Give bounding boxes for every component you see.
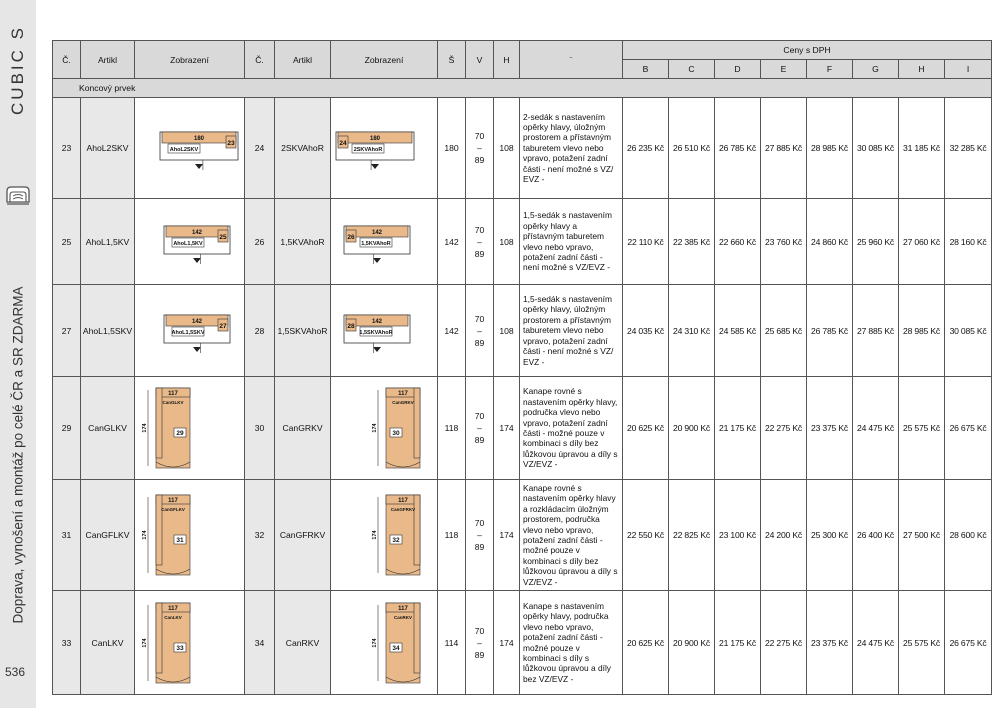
height-v_top: 70 bbox=[474, 313, 485, 324]
table-row bbox=[53, 377, 992, 480]
item-number-left: 23 bbox=[53, 98, 81, 199]
depth-value: 108 bbox=[494, 98, 520, 199]
height-v_top: 70 bbox=[474, 131, 485, 141]
price-cell: 32 285 Kč bbox=[945, 98, 992, 199]
price-cell: 26 785 Kč bbox=[715, 98, 761, 199]
diagram-item-number: 30 bbox=[392, 430, 400, 437]
height-v_bot: 89 bbox=[474, 542, 485, 553]
table-row bbox=[53, 480, 992, 591]
price-cell: 20 625 Kč bbox=[623, 591, 669, 695]
price-cell: 28 600 Kč bbox=[945, 480, 992, 591]
price-cell: 25 575 Kč bbox=[899, 591, 945, 695]
diagram-right bbox=[331, 199, 438, 285]
table-body bbox=[53, 98, 992, 695]
diagram-article-label: 1,5KVAhoR bbox=[361, 240, 391, 247]
height-v_dash: – bbox=[477, 236, 482, 247]
price-cell: 24 035 Kč bbox=[623, 285, 669, 377]
page-number: 536 bbox=[5, 665, 26, 679]
sofa-module-diagram bbox=[140, 212, 240, 272]
price-cell: 25 575 Kč bbox=[899, 377, 945, 480]
article-code-left: CanGLKV bbox=[81, 377, 135, 480]
sofa-module-diagram bbox=[334, 118, 434, 178]
col-header-v: V bbox=[466, 41, 494, 79]
diagram-item-number: 26 bbox=[347, 233, 355, 241]
diagram-item-number: 31 bbox=[175, 537, 184, 545]
price-group-f: F bbox=[807, 60, 853, 79]
price-cell: 23 100 Kč bbox=[715, 480, 761, 591]
item-number-right: 34 bbox=[245, 591, 275, 695]
item-number-left: 25 bbox=[53, 199, 81, 285]
price-cell: 24 310 Kč bbox=[669, 285, 715, 377]
description: Kanape s nastavením opěrky hlavy, područka vlevo nebo vpravo, potažení zadní části - možné pouze v kombinaci s díly s lůžkovou úpravou a díly bez VZ/EVZ - bbox=[520, 591, 623, 695]
height-v_dash: – bbox=[477, 143, 482, 153]
price-cell: 24 475 Kč bbox=[853, 591, 899, 695]
height-value bbox=[466, 199, 494, 285]
price-cell: 23 375 Kč bbox=[807, 377, 853, 480]
price-cell: 27 885 Kč bbox=[853, 285, 899, 377]
diagram-item-number: 28 bbox=[347, 322, 355, 330]
item-number-left: 27 bbox=[53, 285, 81, 377]
diagram-left bbox=[135, 480, 245, 591]
sidebar bbox=[0, 0, 36, 708]
diagram-depth-label: 174 bbox=[141, 530, 148, 540]
price-cell: 24 475 Kč bbox=[853, 377, 899, 480]
sofa-module-diagram bbox=[140, 301, 240, 361]
price-cell: 24 200 Kč bbox=[761, 480, 807, 591]
brand-label bbox=[0, 0, 36, 140]
price-cell: 23 375 Kč bbox=[807, 591, 853, 695]
price-group-b: B bbox=[623, 60, 669, 79]
price-cell: 22 660 Kč bbox=[715, 199, 761, 285]
diagram-article-label: 2SKVAhoR bbox=[353, 147, 383, 153]
diagram-depth-label: 174 bbox=[372, 530, 378, 540]
diagram-width-label: 117 bbox=[398, 605, 408, 612]
diagram-left bbox=[135, 377, 245, 480]
price-cell: 22 110 Kč bbox=[623, 199, 669, 285]
item-number-right: 24 bbox=[245, 98, 275, 199]
price-cell: 30 085 Kč bbox=[853, 98, 899, 199]
article-code-left: AhoL1,5KV bbox=[81, 199, 135, 285]
price-cell: 24 585 Kč bbox=[715, 285, 761, 377]
diagram-width-label: 180 bbox=[369, 136, 381, 142]
diagram-width-label: 117 bbox=[398, 498, 408, 505]
price-cell: 30 085 Kč bbox=[945, 285, 992, 377]
price-group-i: I bbox=[945, 60, 992, 79]
diagram-width-label: 117 bbox=[398, 391, 408, 397]
price-cell: 26 400 Kč bbox=[853, 480, 899, 591]
price-group-e: E bbox=[761, 60, 807, 79]
diagram-article-label: 1,5SKVAhoR bbox=[359, 329, 393, 336]
diagram-width-label: 142 bbox=[371, 229, 383, 236]
height-value bbox=[466, 591, 494, 695]
table-row bbox=[53, 285, 992, 377]
description: Kanape rovné s nastavením opěrky hlavy a rozkládacím úložným prostorem, područka vlevo nebo vpravo, potažení zadní části - možné pouze v kombinaci s díly bez lůžkovou úpravou a díly s VZ/EVZ - bbox=[520, 480, 623, 591]
price-cell: 23 760 Kč bbox=[761, 199, 807, 285]
diagram-right bbox=[331, 591, 438, 695]
article-code-right: 1,5SKVAhoR bbox=[275, 285, 331, 377]
price-cell: 26 235 Kč bbox=[623, 98, 669, 199]
diagram-depth-label: 174 bbox=[372, 423, 378, 433]
item-number-right: 30 bbox=[245, 377, 275, 480]
price-cell: 27 060 Kč bbox=[899, 199, 945, 285]
sofa-module-diagram bbox=[140, 489, 240, 581]
diagram-width-label: 142 bbox=[191, 229, 202, 236]
price-cell: 25 960 Kč bbox=[853, 199, 899, 285]
sofa-logo-icon bbox=[4, 182, 32, 210]
price-cell: 20 625 Kč bbox=[623, 377, 669, 480]
depth-value: 174 bbox=[494, 377, 520, 480]
table-row bbox=[53, 591, 992, 695]
diagram-article-label: CanGRKV bbox=[392, 400, 414, 405]
price-cell: 21 175 Kč bbox=[715, 591, 761, 695]
height-value bbox=[466, 377, 494, 480]
price-group-g: G bbox=[853, 60, 899, 79]
sofa-module-diagram bbox=[334, 489, 434, 581]
price-cell: 26 675 Kč bbox=[945, 377, 992, 480]
item-number-left: 33 bbox=[53, 591, 81, 695]
diagram-item-number: 24 bbox=[339, 140, 347, 147]
price-cell: 22 550 Kč bbox=[623, 480, 669, 591]
diagram-right bbox=[331, 285, 438, 377]
diagram-left bbox=[135, 285, 245, 377]
delivery-note bbox=[0, 260, 36, 650]
item-number-left: 31 bbox=[53, 480, 81, 591]
table-row bbox=[53, 199, 992, 285]
description: 1,5-sedák s nastavením opěrky hlavy a přístavným taburetem vlevo nebo vpravo, potažení zadní části - není možné s VZ/EVZ - bbox=[520, 199, 623, 285]
price-cell: 22 385 Kč bbox=[669, 199, 715, 285]
article-code-left: AhoL2SKV bbox=[81, 98, 135, 199]
diagram-depth-label: 174 bbox=[141, 637, 148, 648]
height-v_bot: 89 bbox=[474, 337, 485, 348]
col-header-zobrazeni2: Zobrazení bbox=[331, 41, 438, 79]
price-cell: 28 160 Kč bbox=[945, 199, 992, 285]
col-header-prices: Ceny s DPH bbox=[623, 41, 992, 60]
col-header-h: H bbox=[494, 41, 520, 79]
height-v_bot: 89 bbox=[474, 649, 485, 660]
article-code-right: 2SKVAhoR bbox=[275, 98, 331, 199]
height-v_bot: 89 bbox=[474, 435, 485, 445]
price-cell: 26 675 Kč bbox=[945, 591, 992, 695]
price-cell: 22 275 Kč bbox=[761, 377, 807, 480]
diagram-item-number: 32 bbox=[392, 537, 400, 545]
item-number-right: 28 bbox=[245, 285, 275, 377]
item-number-left: 29 bbox=[53, 377, 81, 480]
price-cell: 20 900 Kč bbox=[669, 591, 715, 695]
height-v_top: 70 bbox=[474, 625, 485, 636]
diagram-left bbox=[135, 199, 245, 285]
height-value bbox=[466, 480, 494, 591]
diagram-width-label: 142 bbox=[191, 318, 202, 325]
width-value: 142 bbox=[438, 199, 466, 285]
price-cell: 20 900 Kč bbox=[669, 377, 715, 480]
height-value bbox=[466, 98, 494, 199]
diagram-article-label: CanGFRKV bbox=[390, 507, 416, 513]
sofa-module-diagram bbox=[334, 301, 434, 361]
col-header-artikl1: Artikl bbox=[81, 41, 135, 79]
height-v_top: 70 bbox=[474, 518, 485, 529]
diagram-item-number: 29 bbox=[175, 430, 184, 437]
article-code-right: CanGFRKV bbox=[275, 480, 331, 591]
diagram-item-number: 33 bbox=[175, 644, 184, 652]
table-row bbox=[53, 98, 992, 199]
height-v_dash: – bbox=[477, 530, 482, 541]
height-v_bot: 89 bbox=[474, 248, 485, 259]
diagram-item-number: 27 bbox=[218, 322, 227, 330]
diagram-article-label: AhoL1,5SKV bbox=[170, 329, 205, 336]
delivery-note-text: Doprava, vynošení a montáž po celé ČR a SR ZDARMA bbox=[10, 286, 26, 624]
article-code-left: CanLKV bbox=[81, 591, 135, 695]
article-code-left: CanGFLKV bbox=[81, 480, 135, 591]
subheader-end-element: Koncový prvek bbox=[53, 79, 992, 98]
sofa-module-diagram bbox=[140, 118, 240, 178]
depth-value: 174 bbox=[494, 480, 520, 591]
price-cell: 22 275 Kč bbox=[761, 591, 807, 695]
price-cell: 24 860 Kč bbox=[807, 199, 853, 285]
price-cell: 21 175 Kč bbox=[715, 377, 761, 480]
description: Kanape rovné s nastavením opěrky hlavy, područka vlevo nebo vpravo, potažení zadní části - možné pouze v kombinaci s díly bez lůžkovou úpravou a díly s VZ/EVZ - bbox=[520, 377, 623, 480]
height-v_top: 70 bbox=[474, 224, 485, 235]
diagram-item-number: 23 bbox=[226, 140, 235, 147]
depth-value: 108 bbox=[494, 199, 520, 285]
description: 1,5-sedák s nastavením opěrky hlavy, úložným prostorem a přístavným taburetem vlevo nebo vpravo, potažení zadní části - není možné s VZ/ EVZ - bbox=[520, 285, 623, 377]
width-value: 142 bbox=[438, 285, 466, 377]
price-cell: 25 300 Kč bbox=[807, 480, 853, 591]
price-group-h: H bbox=[899, 60, 945, 79]
price-cell: 26 510 Kč bbox=[669, 98, 715, 199]
col-header-s: Š bbox=[438, 41, 466, 79]
width-value: 180 bbox=[438, 98, 466, 199]
price-cell: 27 500 Kč bbox=[899, 480, 945, 591]
sofa-module-diagram bbox=[140, 597, 240, 689]
sofa-module-diagram bbox=[334, 382, 434, 474]
brand-text: CUBIC S bbox=[8, 25, 27, 115]
item-number-right: 26 bbox=[245, 199, 275, 285]
diagram-article-label: AhoL1,5KV bbox=[172, 240, 203, 247]
col-header-c1: Č. bbox=[53, 41, 81, 79]
description: 2-sedák s nastavením opěrky hlavy, úložným prostorem a přístavným taburetem vlevo nebo vpravo, potažení zadní části - není možné s VZ/ EVZ - bbox=[520, 98, 623, 199]
price-cell: 26 785 Kč bbox=[807, 285, 853, 377]
diagram-width-label: 142 bbox=[371, 318, 383, 325]
width-value: 118 bbox=[438, 480, 466, 591]
price-cell: 25 685 Kč bbox=[761, 285, 807, 377]
price-cell: 31 185 Kč bbox=[899, 98, 945, 199]
height-v_top: 70 bbox=[474, 411, 485, 421]
height-v_bot: 89 bbox=[474, 155, 485, 165]
diagram-width-label: 117 bbox=[167, 391, 178, 397]
col-header-c2: Č. bbox=[245, 41, 275, 79]
article-code-right: CanGRKV bbox=[275, 377, 331, 480]
col-header-artikl2: Artikl bbox=[275, 41, 331, 79]
diagram-width-label: 117 bbox=[167, 605, 178, 612]
article-code-left: AhoL1,5SKV bbox=[81, 285, 135, 377]
diagram-width-label: 117 bbox=[167, 498, 178, 505]
diagram-right bbox=[331, 98, 438, 199]
sofa-module-diagram bbox=[334, 212, 434, 272]
price-cell: 22 825 Kč bbox=[669, 480, 715, 591]
diagram-right bbox=[331, 377, 438, 480]
item-number-right: 32 bbox=[245, 480, 275, 591]
article-code-right: 1,5KVAhoR bbox=[275, 199, 331, 285]
diagram-item-number: 25 bbox=[218, 233, 227, 241]
price-table bbox=[52, 40, 992, 695]
col-header-zobrazeni1: Zobrazení bbox=[135, 41, 245, 79]
height-value bbox=[466, 285, 494, 377]
diagram-article-label: CanGLKV bbox=[161, 400, 184, 405]
sofa-module-diagram bbox=[140, 382, 240, 474]
depth-value: 174 bbox=[494, 591, 520, 695]
height-v_dash: – bbox=[477, 423, 482, 433]
diagram-right bbox=[331, 480, 438, 591]
height-v_dash: – bbox=[477, 325, 482, 336]
diagram-article-label: CanLKV bbox=[163, 614, 182, 620]
price-group-c: C bbox=[669, 60, 715, 79]
diagram-left bbox=[135, 98, 245, 199]
width-value: 114 bbox=[438, 591, 466, 695]
diagram-depth-label: 174 bbox=[141, 423, 148, 433]
diagram-item-number: 34 bbox=[392, 644, 400, 652]
article-code-right: CanRKV bbox=[275, 591, 331, 695]
sofa-module-diagram bbox=[334, 597, 434, 689]
diagram-article-label: CanRKV bbox=[393, 614, 413, 620]
price-cell: 27 885 Kč bbox=[761, 98, 807, 199]
price-cell: 28 985 Kč bbox=[807, 98, 853, 199]
price-group-d: D bbox=[715, 60, 761, 79]
diagram-article-label: CanGFLKV bbox=[160, 507, 185, 513]
diagram-article-label: AhoL2SKV bbox=[169, 147, 198, 153]
height-v_dash: – bbox=[477, 637, 482, 648]
diagram-depth-label: 174 bbox=[372, 637, 378, 648]
depth-value: 108 bbox=[494, 285, 520, 377]
diagram-width-label: 180 bbox=[193, 136, 204, 142]
diagram-left bbox=[135, 591, 245, 695]
width-value: 118 bbox=[438, 377, 466, 480]
price-cell: 28 985 Kč bbox=[899, 285, 945, 377]
col-header-desc: ¨ bbox=[520, 41, 623, 79]
